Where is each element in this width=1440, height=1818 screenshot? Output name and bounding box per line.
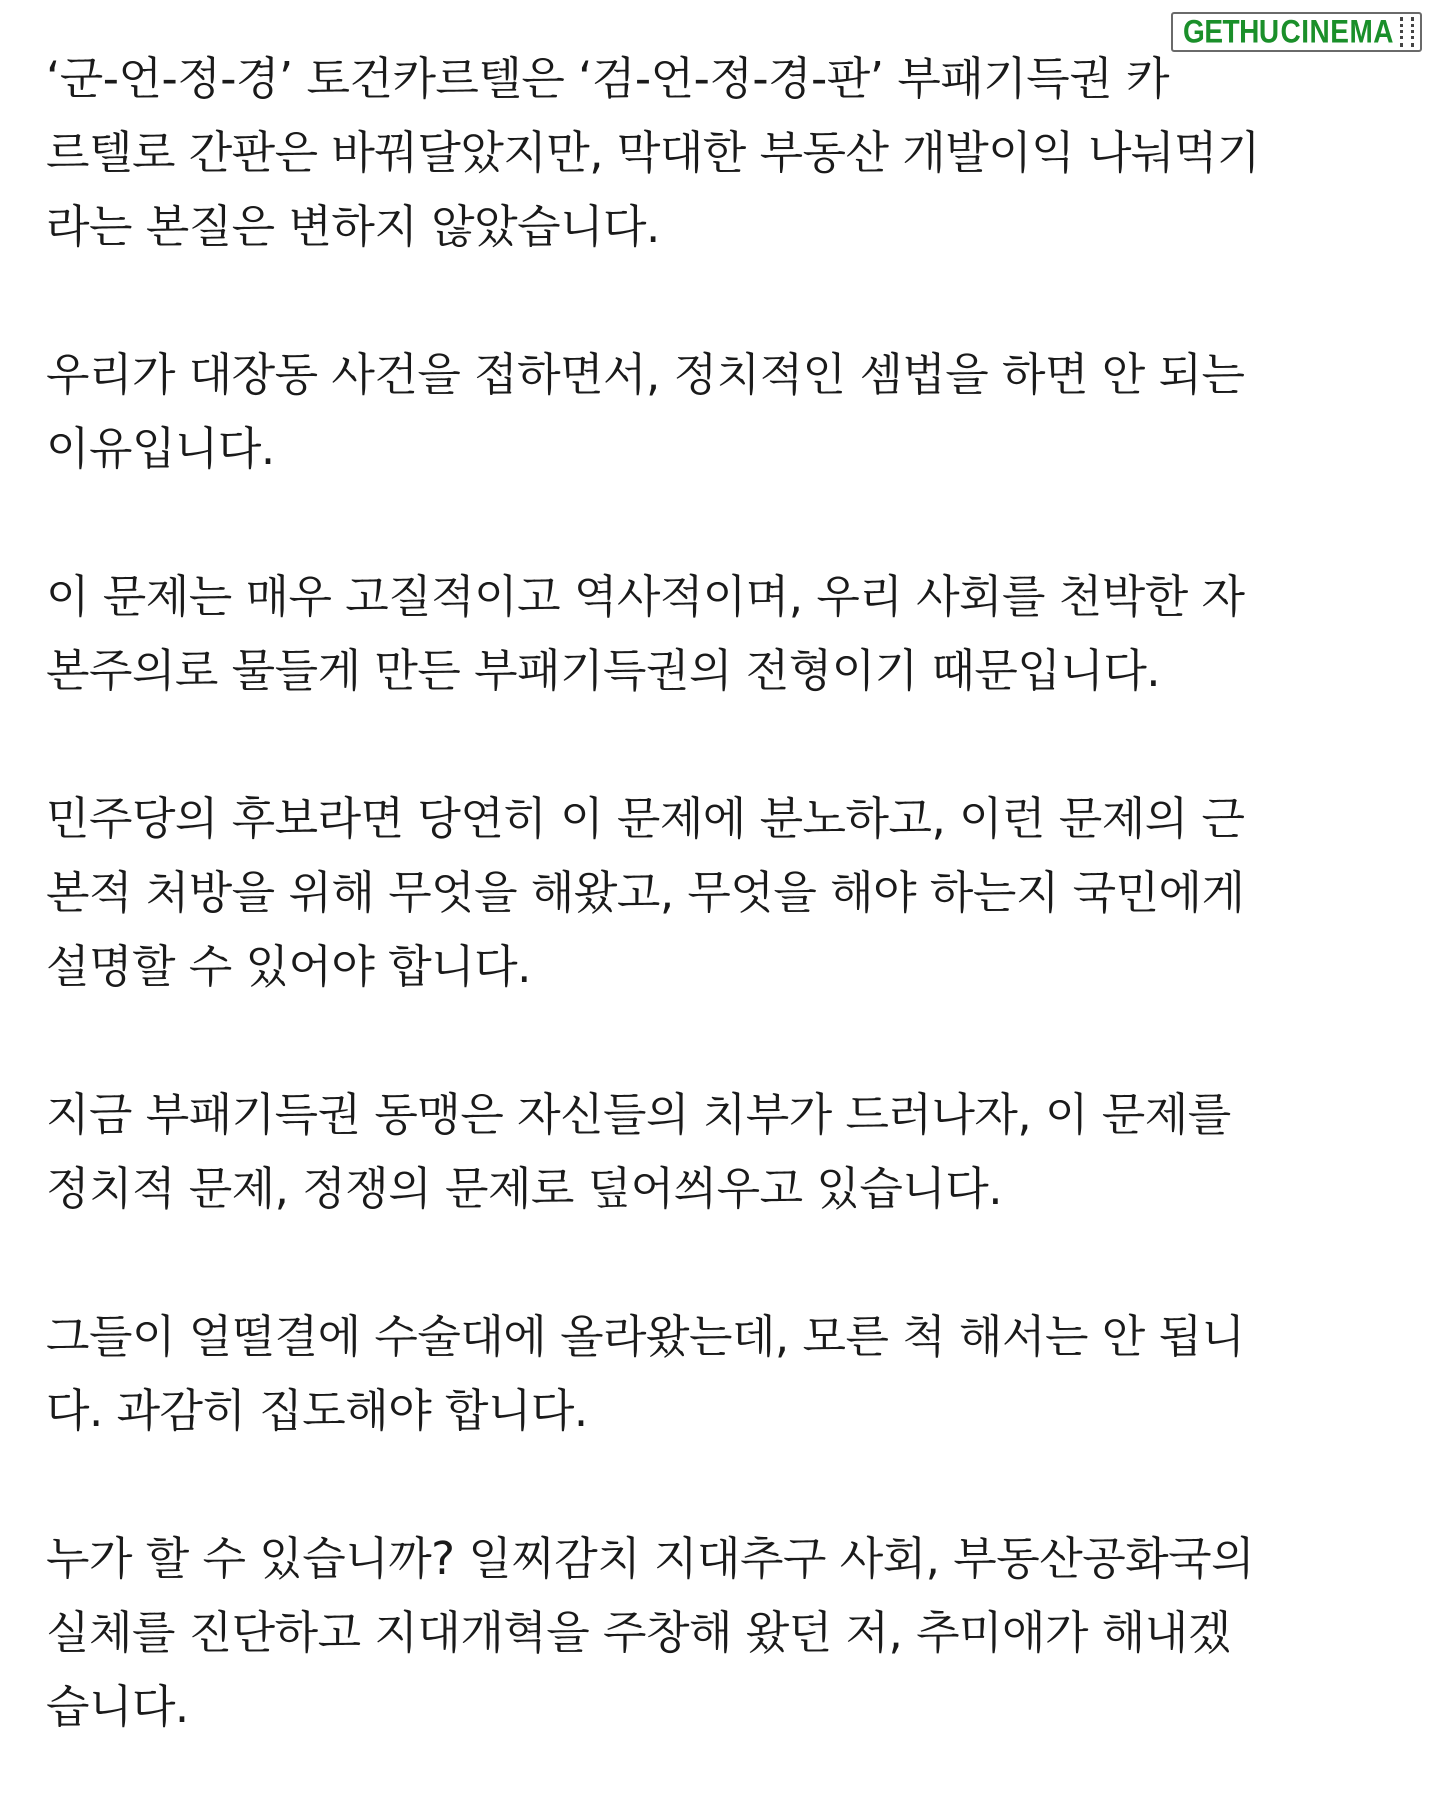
paragraph-4 xyxy=(46,782,1406,1004)
text-line: 정치적 문제, 정쟁의 문제로 덮어씌우고 있습니다. xyxy=(46,1162,1003,1215)
text-line: ‘군-언-정-경’ 토건카르텔은 ‘검-언-정-경-판’ 부패기득권 카 xyxy=(46,52,1169,105)
paragraph-7 xyxy=(46,1522,1406,1744)
text-line: 설명할 수 있어야 합니다. xyxy=(46,940,531,993)
text-line: 그들이 얼떨결에 수술대에 올라왔는데, 모른 척 해서는 안 됩니 xyxy=(46,1310,1245,1363)
paragraph-2 xyxy=(46,338,1406,486)
text-line: 본주의로 물들게 만든 부패기득권의 전형이기 때문입니다. xyxy=(46,644,1161,697)
text-line: 습니다. xyxy=(46,1680,189,1733)
paragraph-3 xyxy=(46,560,1406,708)
paragraph-1 xyxy=(46,42,1406,264)
text-line: 다. 과감히 집도해야 합니다. xyxy=(46,1384,588,1437)
text-line: 실체를 진단하고 지대개혁을 주창해 왔던 저, 추미애가 해내겠 xyxy=(46,1606,1231,1659)
text-line: 민주당의 후보라면 당연히 이 문제에 분노하고, 이런 문제의 근 xyxy=(46,792,1245,845)
text-line: 지금 부패기득권 동맹은 자신들의 치부가 드러나자, 이 문제를 xyxy=(46,1088,1231,1141)
watermark-text-cinema: CINEMA xyxy=(1280,13,1394,50)
text-line: 라는 본질은 변하지 않았습니다. xyxy=(46,200,660,253)
paragraph-6 xyxy=(46,1300,1406,1448)
paragraph-5 xyxy=(46,1078,1406,1226)
post-body xyxy=(46,42,1406,1818)
text-line: 이유입니다. xyxy=(46,422,275,475)
text-line: 르텔로 간판은 바꿔달았지만, 막대한 부동산 개발이익 나눠먹기 xyxy=(46,126,1260,179)
text-line: 누가 할 수 있습니까? 일찌감치 지대추구 사회, 부동산공화국의 xyxy=(46,1532,1255,1585)
text-line: 우리가 대장동 사건을 접하면서, 정치적인 셈법을 하면 안 되는 xyxy=(46,348,1245,401)
watermark-text-gethu: GETHU xyxy=(1183,13,1279,50)
text-line: 본적 처방을 위해 무엇을 해왔고, 무엇을 해야 하는지 국민에게 xyxy=(46,866,1245,919)
text-line: 이 문제는 매우 고질적이고 역사적이며, 우리 사회를 천박한 자 xyxy=(46,570,1245,623)
